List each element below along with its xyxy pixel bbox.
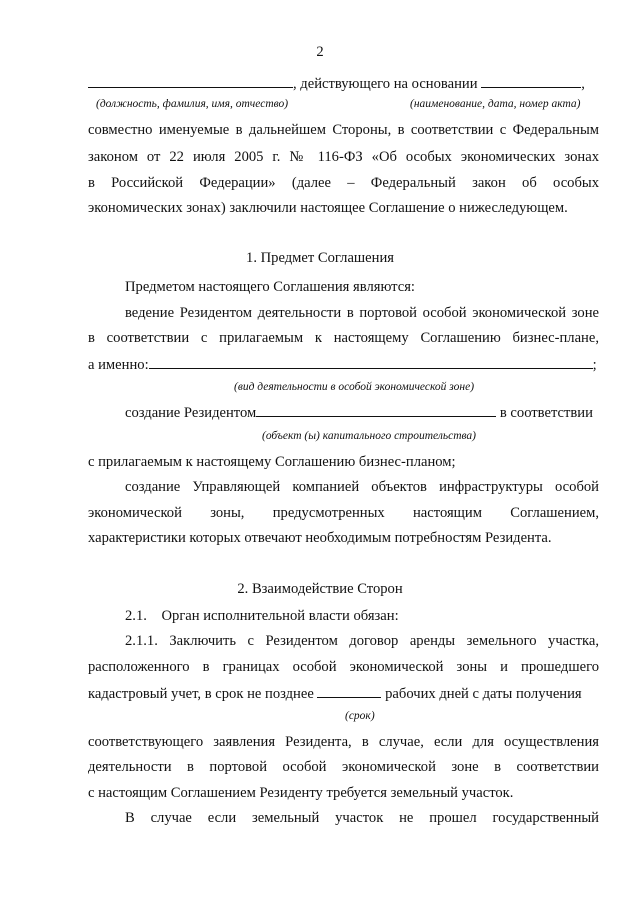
line-end-comma: , [581,76,585,92]
infra-line-1: создание Управляющей компанией объектов инфраструктуры особой [125,479,599,495]
creation-label: создание Резидентом [125,405,257,421]
activity-line-1: ведение Резидентом деятельности в портовой особой экономической зоне [125,305,599,321]
clause-2-1-1-line-4: соответствующего заявления Резидента, в случае, если для осуществления [88,734,599,750]
caption-term: (срок) [345,710,375,722]
namely-line [88,357,597,373]
intro-line-4: экономических зонах) заключили настоящее Соглашение о нижеследующем. [88,200,568,216]
activity-line-2: в соответствии с прилагаемым к настоящему Соглашению бизнес-плане, [88,330,599,346]
intro-line-3: в Российской Федерации» (далее – Федеральный закон об особых [88,175,599,191]
intro-line-2: законом от 22 июля 2005 г. № 116-ФЗ «Об особых экономических зонах [88,149,599,165]
intro-line-1: совместно именуемые в дальнейшем Стороны, в соответствии с Федеральным [88,122,599,138]
caption-act: (наименование, дата, номер акта) [410,98,581,110]
capital-object-blank[interactable] [256,405,496,417]
page-number: 2 [316,44,324,60]
term-suffix: рабочих дней с даты получения [385,686,582,702]
act-blank[interactable] [481,76,581,88]
acting-basis-text: , действующего на основании [293,76,478,92]
clause-2-1-1-line-5: деятельности в портовой особой экономической зоне в соответствии [88,759,599,775]
clause-2-1-1-line-3 [88,686,582,702]
creation-line [125,405,593,421]
activity-type-blank[interactable] [149,357,593,369]
position-blank[interactable] [88,76,293,88]
namely-end: ; [592,357,597,373]
namely-label: а именно: [88,357,149,373]
section2-heading: 2. Взаимодействие Сторон [237,581,403,597]
final-paragraph-line-1: В случае если земельный участок не прошел государственный [125,810,599,826]
caption-activity: (вид деятельности в особой экономической зоне) [234,381,475,393]
clause-2-1-1-line-1: 2.1.1. Заключить с Резидентом договор аренды земельного участка, [125,633,599,649]
clause-2-1: 2.1. Орган исполнительной власти обязан: [125,608,399,624]
term-prefix: кадастровый учет, в срок не позднее [88,686,314,702]
infra-line-2: экономической зоны, предусмотренных настоящим Соглашением, [88,505,599,521]
position-fill-line [88,76,585,92]
clause-2-1-1-line-6: с настоящим Соглашением Резиденту требуется земельный участок. [88,785,514,801]
caption-object: (объект (ы) капитального строительства) [262,430,477,442]
clause-2-1-1-line-2: расположенного в границах особой экономической зоны и прошедшего [88,659,599,675]
subject-intro: Предметом настоящего Соглашения являются: [125,279,415,295]
section1-heading: 1. Предмет Соглашения [246,250,394,266]
term-blank[interactable] [317,686,381,698]
with-plan-line: с прилагаемым к настоящему Соглашению бизнес-планом; [88,454,456,470]
creation-end: в соответствии [499,405,593,421]
infra-line-3: характеристики которых отвечают необходимым потребностям Резидента. [88,530,552,546]
caption-position: (должность, фамилия, имя, отчество) [96,98,289,110]
